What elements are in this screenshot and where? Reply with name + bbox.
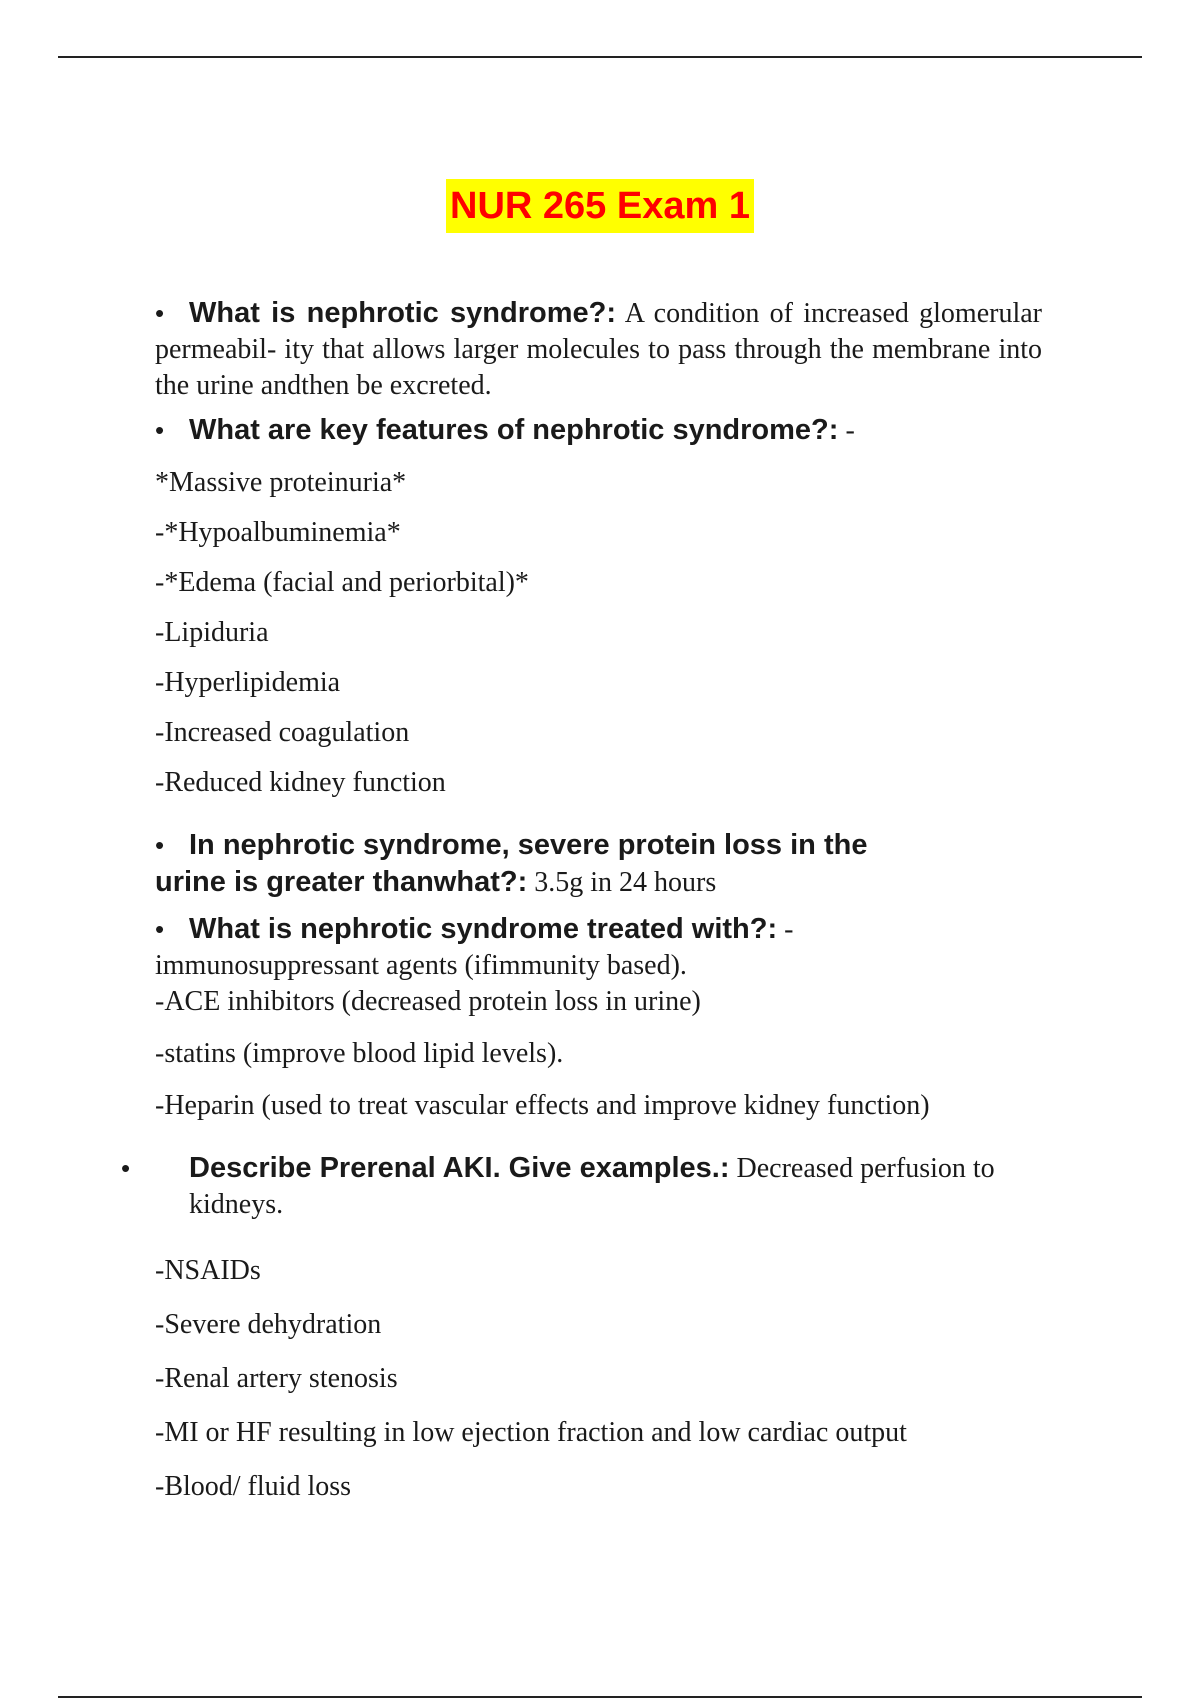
question-text: What is nephrotic syndrome?: <box>189 297 617 329</box>
title-wrap <box>0 179 1200 233</box>
list-item: -MI or HF resulting in low ejection fraction and low cardiac output <box>155 1417 907 1448</box>
question-text-line1: In nephrotic syndrome, severe protein loss in the <box>189 829 868 861</box>
list-item: -Heparin (used to treat vascular effects and improve kidney function) <box>155 1090 930 1121</box>
section-key-features <box>155 412 1042 449</box>
question-text: What are key features of nephrotic syndrome?: <box>189 414 839 446</box>
list-item: -Increased coagulation <box>155 717 410 748</box>
question-text-line2: urine is greater thanwhat?: <box>155 866 528 898</box>
top-rule <box>58 56 1142 58</box>
answer-text-line2: immunosuppressant agents (ifimmunity based). <box>155 950 687 981</box>
list-item: -Renal artery stenosis <box>155 1363 398 1394</box>
list-item: -*Edema (facial and periorbital)* <box>155 567 529 598</box>
list-item: -ACE inhibitors (decreased protein loss in urine) <box>155 986 701 1017</box>
question-text: Describe Prerenal AKI. Give examples.: <box>189 1152 730 1184</box>
bullet-icon: • <box>155 415 165 445</box>
bullet-icon: • <box>155 914 165 944</box>
bullet-icon: • <box>155 298 165 328</box>
page-title: NUR 265 Exam 1 <box>446 179 754 233</box>
question-text: What is nephrotic syndrome treated with?: <box>189 913 778 945</box>
answer-text: - <box>784 914 794 945</box>
bottom-rule <box>58 1696 1142 1698</box>
section-nephrotic-definition <box>155 295 1042 404</box>
section-protein-loss <box>155 827 1042 901</box>
document-body <box>121 295 1042 1505</box>
list-item: -*Hypoalbuminemia* <box>155 517 401 548</box>
list-item: -Lipiduria <box>155 617 269 648</box>
treatment-list <box>155 984 1042 1124</box>
bullet-icon: • <box>155 830 165 860</box>
answer-text: 3.5g in 24 hours <box>534 867 717 898</box>
list-item: *Massive proteinuria* <box>155 467 407 498</box>
bullet-icon: • <box>121 1153 131 1183</box>
answer-text: - <box>845 415 855 446</box>
answer-text: Decreased perfusion to kidneys. <box>189 1153 995 1220</box>
list-item: -NSAIDs <box>155 1255 261 1286</box>
answer-text: A condition of increased glomerular permeabil- ity that allows larger molecules to pass through the membrane into the urine andthen be excreted. <box>155 298 1042 401</box>
list-item: -Hyperlipidemia <box>155 667 341 698</box>
prerenal-examples-list <box>155 1253 1042 1505</box>
section-prerenal-aki <box>121 1150 1042 1223</box>
list-item: -Severe dehydration <box>155 1309 382 1340</box>
section-treatment <box>155 911 1042 984</box>
list-item: -statins (improve blood lipid levels). <box>155 1038 564 1069</box>
list-item: -Reduced kidney function <box>155 767 446 798</box>
list-item: -Blood/ fluid loss <box>155 1471 352 1502</box>
key-features-list <box>155 465 1042 801</box>
